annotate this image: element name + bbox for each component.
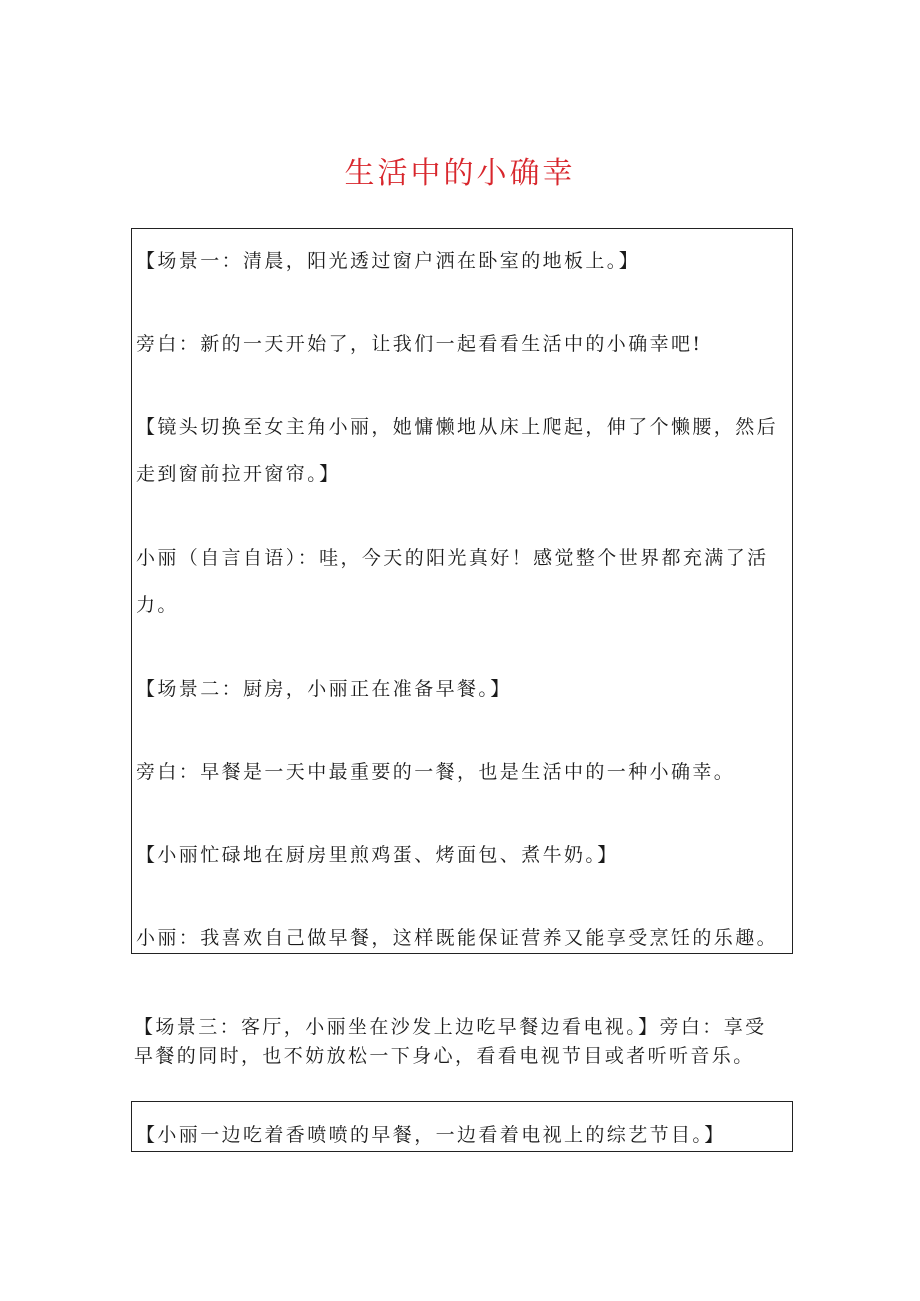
document-title: 生活中的小确幸 (344, 156, 576, 191)
text-line: 【场景二：厨房，小丽正在准备早餐。】 (136, 678, 512, 700)
text-line: 【小丽忙碌地在厨房里煎鸡蛋、烤面包、煮牛奶。】 (136, 844, 619, 866)
text-line: 走到窗前拉开窗帘。】 (136, 463, 341, 485)
script-box-2 (131, 1101, 793, 1152)
text-line: 小丽（自言自语）：哇，今天的阳光真好！感觉整个世界都充满了活 (136, 547, 769, 569)
text-line: 【场景三：客厅，小丽坐在沙发上边吃早餐边看电视。】旁白：享受 (134, 1016, 767, 1038)
text-line: 小丽：我喜欢自己做早餐，这样既能保证营养又能享受烹饪的乐趣。 (136, 927, 779, 949)
text-line: 力。 (136, 594, 179, 616)
text-line: 旁白：新的一天开始了，让我们一起看看生活中的小确幸吧! (136, 333, 703, 355)
text-line: 旁白：早餐是一天中最重要的一餐，也是生活中的一种小确幸。 (136, 761, 736, 783)
text-line: 【场景一：清晨，阳光透过窗户洒在卧室的地板上。】 (136, 250, 641, 272)
text-line: 【小丽一边吃着香喷喷的早餐，一边看着电视上的综艺节目。】 (136, 1124, 726, 1146)
text-line: 早餐的同时，也不妨放松一下身心，看看电视节目或者听听音乐。 (134, 1045, 755, 1067)
text-line: 【镜头切换至女主角小丽，她慵懒地从床上爬起，伸了个懒腰，然后 (136, 416, 779, 438)
script-box-1 (131, 228, 793, 954)
